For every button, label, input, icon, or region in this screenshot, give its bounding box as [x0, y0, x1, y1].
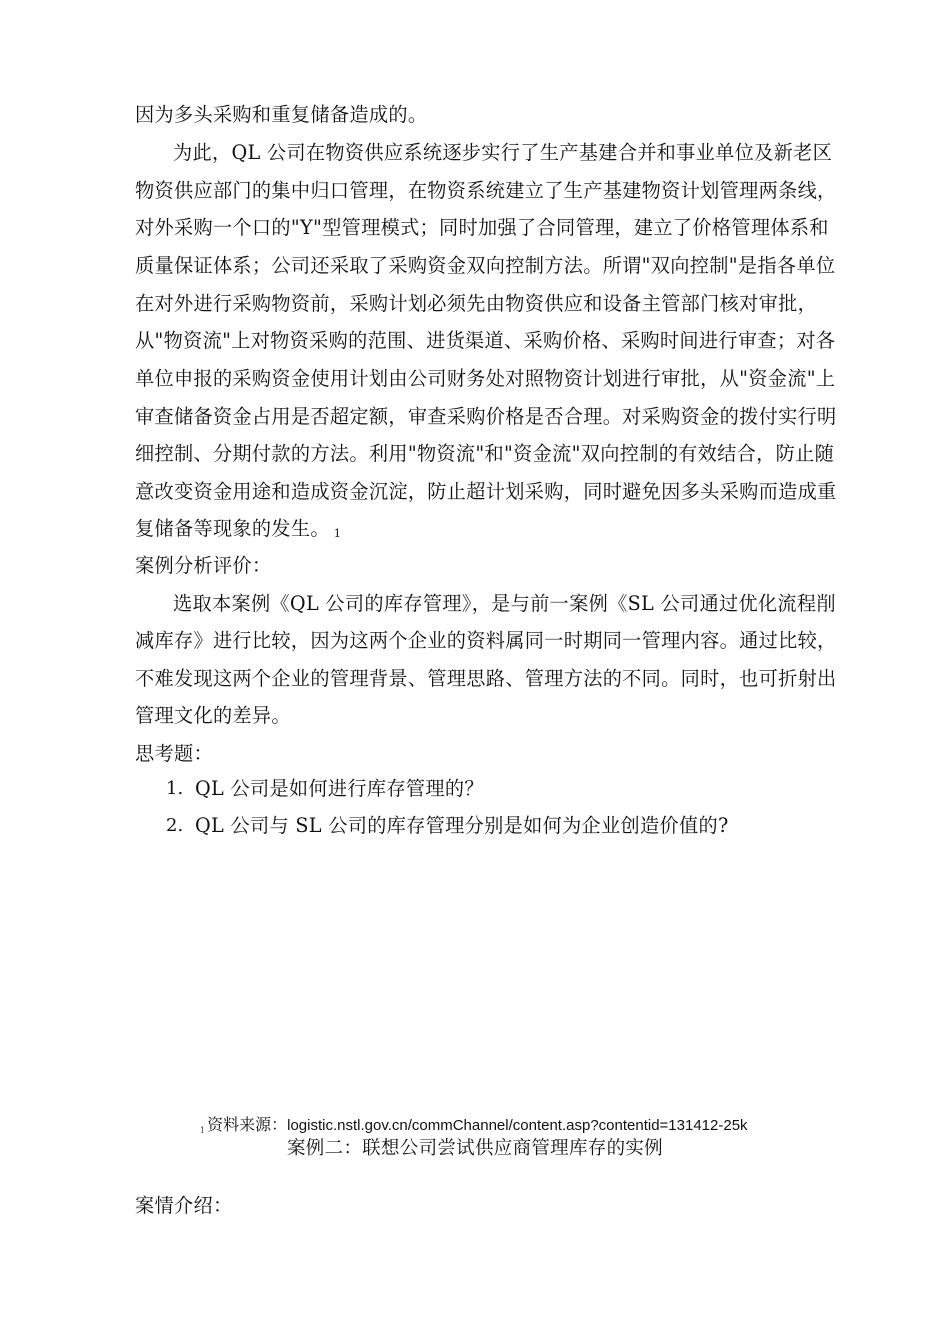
paragraph-continued: 因为多头采购和重复储备造成的。 [135, 103, 428, 126]
paragraph-line: 对外采购一个口的"Y"型管理模式；同时加强了合同管理，建立了价格管理体系和 [135, 216, 829, 239]
paragraph-line: 审查储备资金占用是否超定额，审查采购价格是否合理。对采购资金的拨付实行明 [135, 405, 837, 428]
paragraph-line: 在对外进行采购物资前，采购计划必须先由物资供应和设备主管部门核对审批， [135, 292, 818, 315]
analysis-line: 不难发现这两个企业的管理背景、管理思路、管理方法的不同。同时，也可折射出 [135, 667, 837, 690]
paragraph-line: 为此，QL 公司在物资供应系统逐步实行了生产基建合并和事业单位及新老区 [173, 141, 833, 164]
paragraph-line-text: 复储备等现象的发生。 [135, 517, 330, 540]
paragraph-line: 细控制、分期付款的方法。利用"物资流"和"资金流"双向控制的有效结合，防止随 [135, 442, 835, 465]
footnote-ref: 1 [200, 1126, 206, 1135]
question-number: 1. [166, 778, 184, 799]
question-text: QL 公司与 SL 公司的库存管理分别是如何为企业创造价值的? [195, 814, 729, 837]
questions-heading: 思考题： [135, 742, 213, 765]
analysis-line: 管理文化的差异。 [135, 704, 291, 727]
footnote-label: 资料来源： [207, 1115, 288, 1134]
analysis-heading: 案例分析评价： [135, 554, 272, 577]
paragraph-line: 物资供应部门的集中归口管理，在物资系统建立了生产基建物资计划管理两条线， [135, 179, 837, 202]
paragraph-line: 从"物资流"上对物资采购的范围、进货渠道、采购价格、采购时间进行审查；对各 [135, 329, 836, 352]
question-text: QL 公司是如何进行库存管理的？ [195, 777, 484, 800]
paragraph-line: 意改变资金用途和造成资金沉淀，防止超计划采购，同时避免因多头采购而造成重 [135, 480, 837, 503]
analysis-line: 减库存》进行比较，因为这两个企业的资料属同一时期同一管理内容。通过比较， [135, 629, 837, 652]
case-two-title: 案例二：联想公司尝试供应商管理库存的实例 [286, 1138, 663, 1159]
question-number: 2. [166, 815, 184, 836]
analysis-line: 选取本案例《QL 公司的库存管理》，是与前一案例《SL 公司通过优化流程削 [173, 592, 836, 615]
footnote-source-url: logistic.nstl.gov.cn/commChannel/content.asp?contentid=131412-25k [287, 1117, 748, 1134]
paragraph-line: 单位申报的采购资金使用计划由公司财务处对照物资计划进行审批，从"资金流"上 [135, 367, 836, 390]
paragraph-last-line [135, 515, 341, 543]
paragraph-line: 质量保证体系；公司还采取了采购资金双向控制方法。所谓"双向控制"是指各单位 [135, 254, 836, 277]
case-intro-heading: 案情介绍： [135, 1194, 233, 1217]
footnote-reference-mark: 1 [333, 527, 342, 540]
